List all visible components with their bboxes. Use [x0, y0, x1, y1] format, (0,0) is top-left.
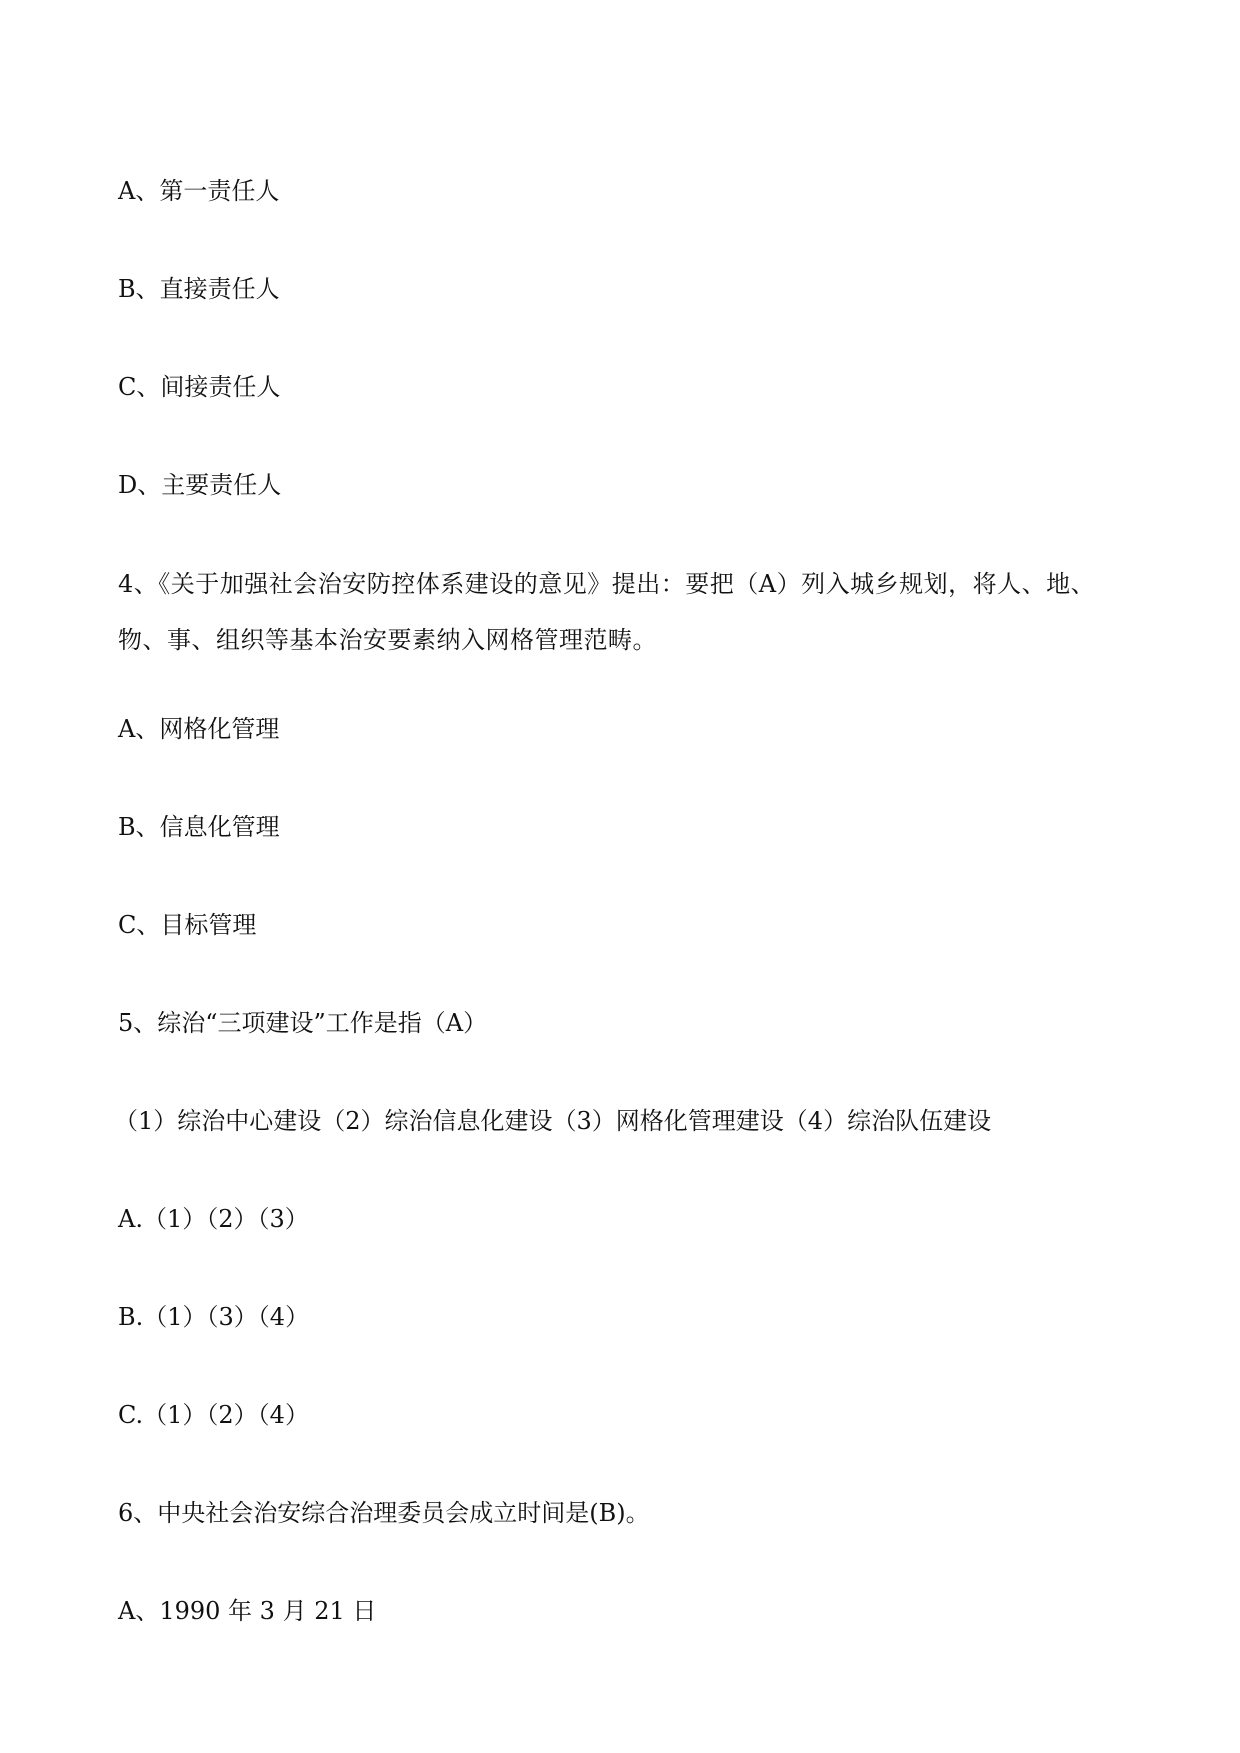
q3-option-b: B、直接责任人 [118, 275, 280, 303]
q3-option-d: D、主要责任人 [118, 471, 282, 499]
q6-stem: 6、中央社会治安综合治理委员会成立时间是(B)。 [118, 1499, 650, 1527]
q5-option-b: B.（1）（3）（4） [118, 1303, 310, 1331]
q5-option-a: A.（1）（2）（3） [118, 1205, 309, 1233]
q4-option-c: C、目标管理 [118, 911, 257, 939]
q3-option-a: A、第一责任人 [118, 177, 280, 205]
q4-option-a: A、网格化管理 [118, 715, 280, 743]
q5-stem: 5、综治“三项建设”工作是指（A） [118, 1009, 488, 1037]
q3-option-c: C、间接责任人 [118, 373, 281, 401]
q4-option-b: B、信息化管理 [118, 813, 280, 841]
q4-stem: 4、《关于加强社会治安防控体系建设的意见》提出：要把（A）列入城乡规划，将人、地、物、事、组织等基本治安要素纳入网格管理范畴。 [118, 570, 1096, 654]
q5-items: （1）综治中心建设（2）综治信息化建设（3）网格化管理建设（4）综治队伍建设 [114, 1107, 992, 1135]
q6-option-a: A、1990 年 3 月 21 日 [118, 1597, 377, 1625]
q5-option-c: C.（1）（2）（4） [118, 1401, 309, 1429]
